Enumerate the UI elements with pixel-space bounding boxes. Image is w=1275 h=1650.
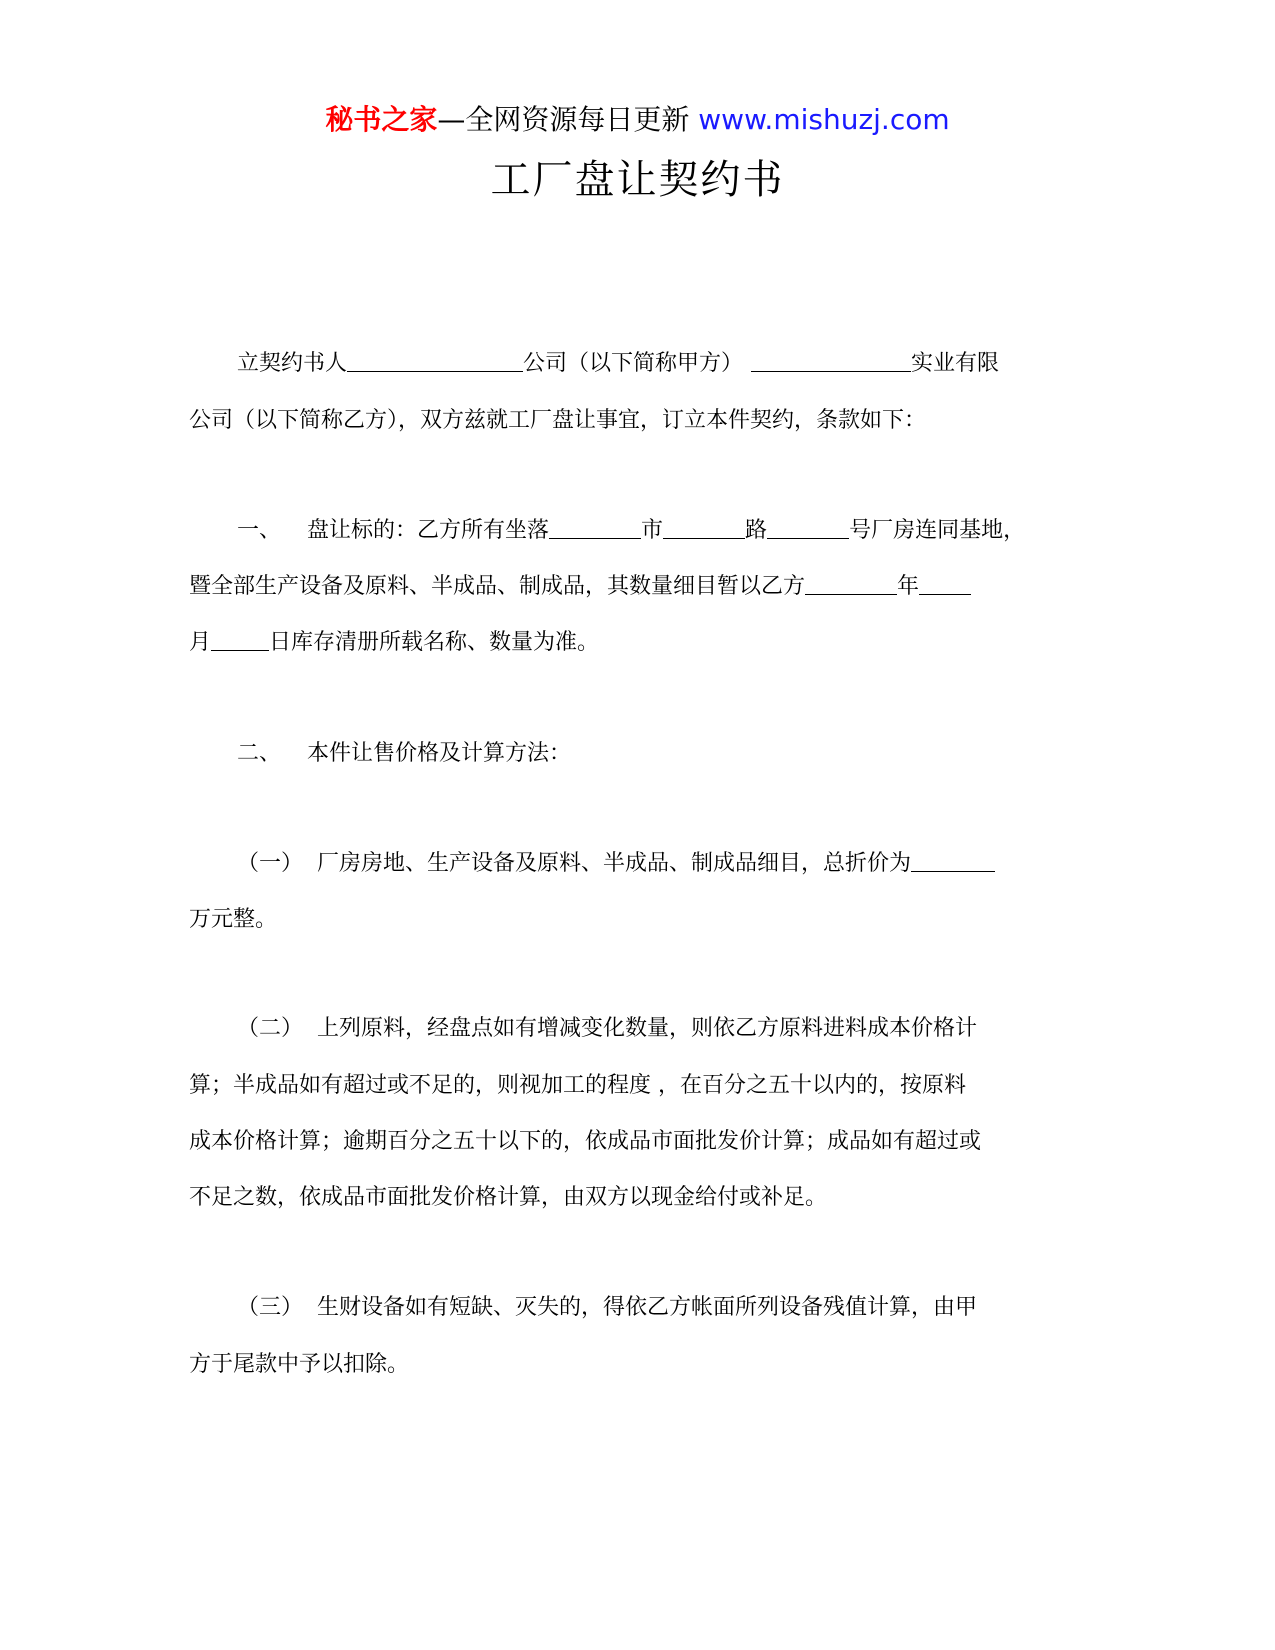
sub-2-number: （二）: [237, 1016, 304, 1041]
clause-1-number: 一、: [237, 518, 282, 543]
blank-number: [767, 518, 849, 539]
clause-1-text-f: 年: [897, 574, 920, 599]
intro-text-b: 公司（以下简称甲方）: [523, 351, 744, 376]
intro-text-c: 实业有限: [911, 351, 1000, 376]
sub-2-line-2: 算；半成品如有超过或不足的，则视加工的程度 ，在百分之五十以内的，按原料: [189, 1073, 966, 1098]
clause-1-text-d: 号厂房连同基地，: [849, 518, 1026, 543]
clause-2-heading: [189, 725, 1089, 783]
sub-1-text: 厂房房地、生产设备及原料、半成品、制成品细目，总折价为: [317, 851, 912, 876]
blank-day: [211, 630, 269, 651]
site-header: [0, 100, 1275, 140]
clause-1-text-h: 日库存清册所载名称、数量为准。: [269, 630, 600, 655]
sub-3-line-2: 方于尾款中予以扣除。: [189, 1352, 410, 1377]
clause-2-text: 本件让售价格及计算方法：: [307, 741, 572, 766]
clause-1-line-1: [189, 502, 1089, 560]
clause-1-text-g: 月: [189, 630, 212, 655]
clause-2-number: 二、: [237, 741, 282, 766]
blank-total-price: [911, 851, 995, 872]
blank-road: [663, 518, 745, 539]
sub-2-line-1: [189, 1000, 1089, 1058]
sub-1-line-2: 万元整。: [189, 907, 278, 932]
header-tagline: —全网资源每日更新: [437, 103, 699, 136]
intro-text-a: 立契约书人: [237, 351, 348, 376]
sub-2-text-1: 上列原料，经盘点如有增减变化数量，则依乙方原料进料成本价格计: [317, 1016, 978, 1041]
brand-name: 秘书之家: [325, 103, 438, 136]
blank-party-a: [347, 351, 523, 372]
blank-year: [805, 574, 897, 595]
sub-3-number: （三）: [237, 1295, 304, 1320]
intro-line-1: [189, 335, 1089, 393]
sub-2-line-3: 成本价格计算；逾期百分之五十以下的，依成品市面批发价计算；成品如有超过或: [189, 1129, 982, 1154]
sub-3-line-1: [189, 1279, 1089, 1337]
clause-1-text-b: 市: [641, 518, 664, 543]
clause-1-line-2: [189, 558, 1089, 616]
sub-1-number: （一）: [237, 851, 304, 876]
sub-1-line-1: [189, 835, 1089, 893]
clause-1-text-e: 暨全部生产设备及原料、半成品、制成品，其数量细目暂以乙方: [189, 574, 806, 599]
clause-1-text-c: 路: [745, 518, 768, 543]
clause-1-text-a: 盘让标的：乙方所有坐落: [307, 518, 550, 543]
sub-2-line-4: 不足之数，依成品市面批发价格计算，由双方以现金给付或补足。: [189, 1185, 828, 1210]
intro-line-2: 公司（以下简称乙方），双方兹就工厂盘让事宜，订立本件契约，条款如下：: [189, 408, 927, 433]
clause-1-line-3: [189, 614, 1089, 672]
site-url-link[interactable]: www.mishuzj.com: [698, 103, 950, 136]
sub-3-text-1: 生财设备如有短缺、灭失的，得依乙方帐面所列设备残值计算，由甲: [317, 1295, 978, 1320]
blank-month-lead: [919, 574, 971, 595]
blank-party-b: [751, 351, 911, 372]
blank-city: [549, 518, 641, 539]
document-title: 工厂盘让契约书: [490, 157, 785, 203]
